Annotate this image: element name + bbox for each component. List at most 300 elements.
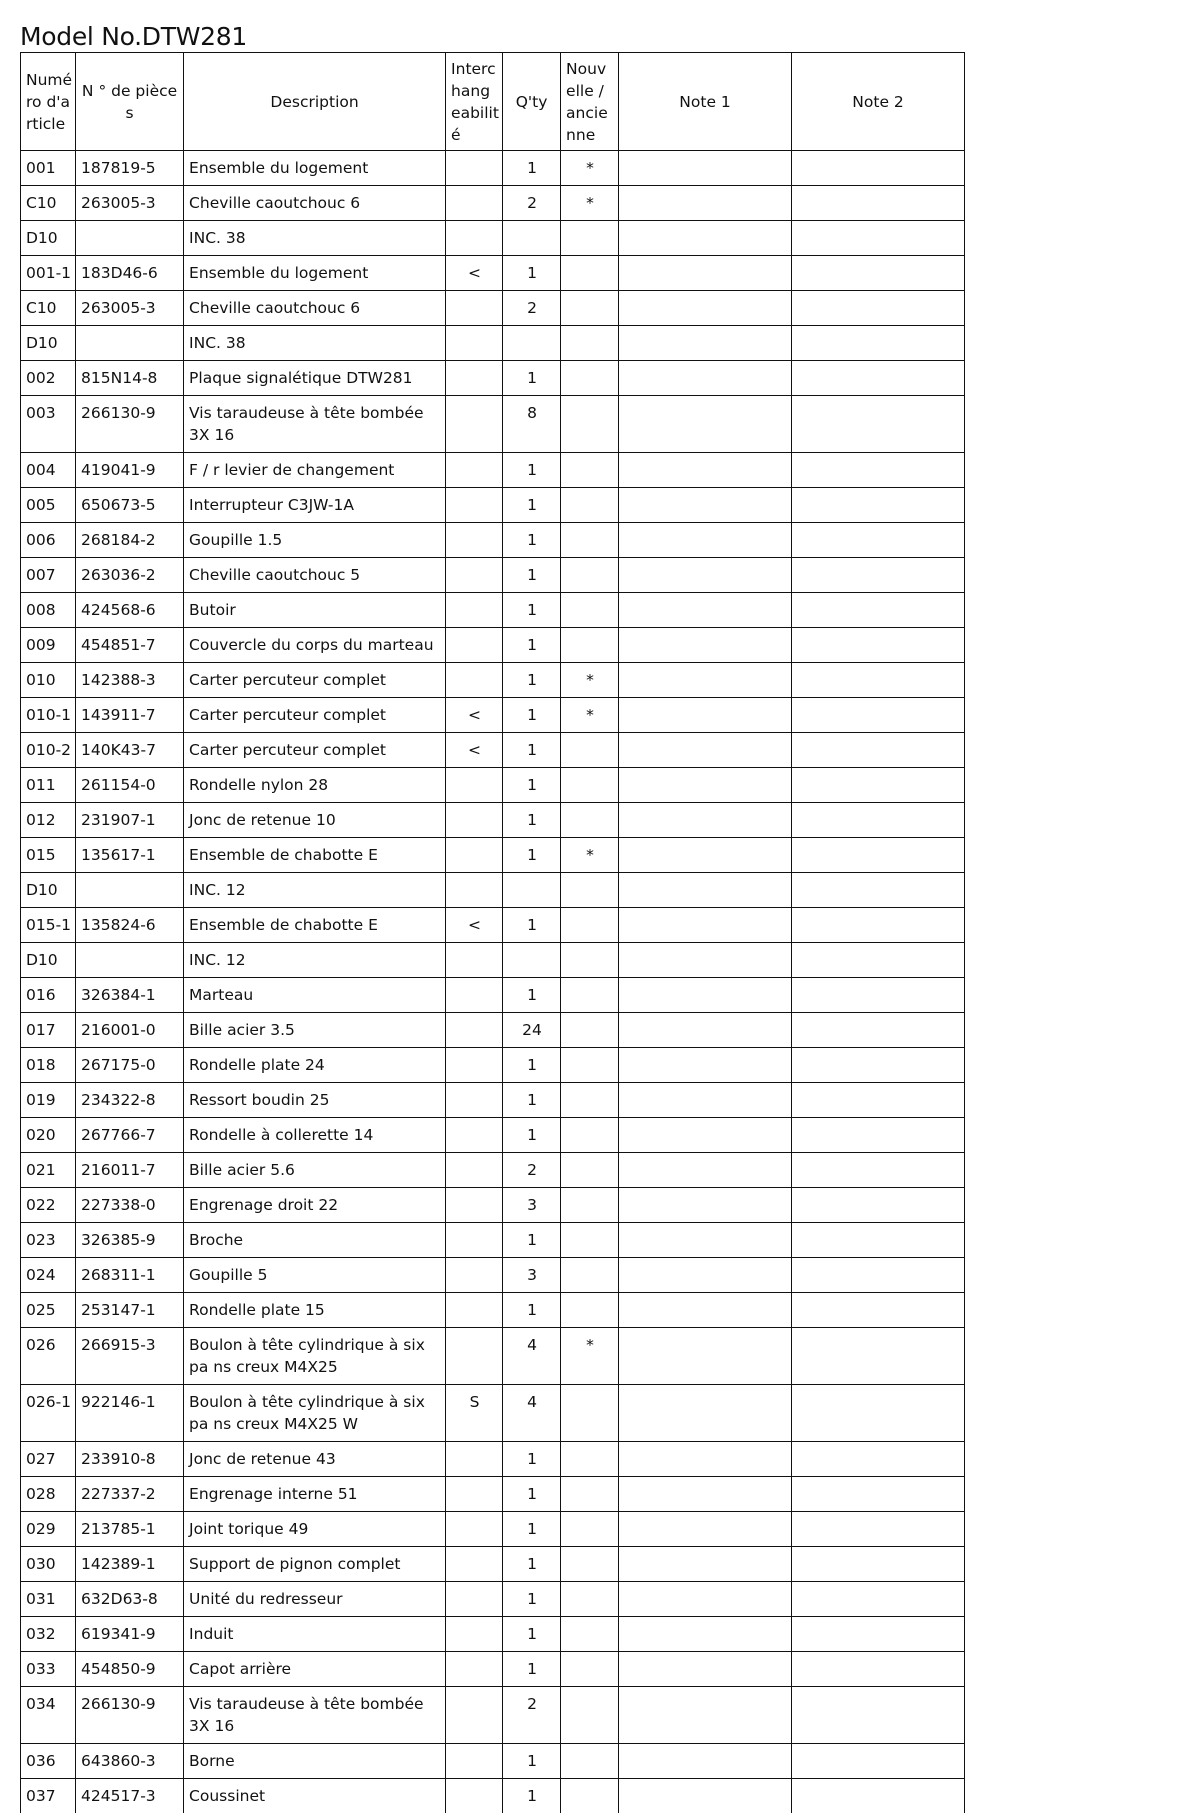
description-cell: Cheville caoutchouc 6 [184, 186, 446, 221]
interchangeability-cell [446, 1328, 503, 1385]
note-2-cell [792, 1442, 965, 1477]
qty-cell: 3 [503, 1188, 561, 1223]
table-row [21, 221, 965, 256]
part-number-cell: 268184-2 [76, 523, 184, 558]
note-2-cell [792, 396, 965, 453]
description-cell: Rondelle plate 24 [184, 1048, 446, 1083]
header-interchangeability: Interc hang eabilit é [446, 53, 503, 151]
interchangeability-cell [446, 523, 503, 558]
part-number-cell: 216001-0 [76, 1013, 184, 1048]
description-cell: INC. 12 [184, 943, 446, 978]
new-old-cell: * [561, 698, 619, 733]
description-cell: Unité du redresseur [184, 1582, 446, 1617]
table-row [21, 523, 965, 558]
header-description: Description [184, 53, 446, 151]
qty-cell: 1 [503, 1617, 561, 1652]
table-row [21, 326, 965, 361]
table-row [21, 593, 965, 628]
qty-cell: 2 [503, 1687, 561, 1744]
note-1-cell [619, 1293, 792, 1328]
new-old-cell [561, 943, 619, 978]
table-row [21, 1328, 965, 1385]
interchangeability-cell [446, 1013, 503, 1048]
new-old-cell [561, 1118, 619, 1153]
note-1-cell [619, 326, 792, 361]
description-cell: Engrenage interne 51 [184, 1477, 446, 1512]
item-number-cell: 016 [21, 978, 76, 1013]
new-old-cell [561, 978, 619, 1013]
qty-cell: 1 [503, 1512, 561, 1547]
part-number-cell: 263005-3 [76, 291, 184, 326]
part-number-cell: 135824-6 [76, 908, 184, 943]
new-old-cell [561, 1385, 619, 1442]
item-number-cell: 008 [21, 593, 76, 628]
qty-cell: 4 [503, 1385, 561, 1442]
part-number-cell: 234322-8 [76, 1083, 184, 1118]
qty-cell: 1 [503, 803, 561, 838]
table-row [21, 768, 965, 803]
note-2-cell [792, 1118, 965, 1153]
qty-cell: 1 [503, 1118, 561, 1153]
description-cell: Rondelle plate 15 [184, 1293, 446, 1328]
item-number-cell: 029 [21, 1512, 76, 1547]
note-2-cell [792, 1083, 965, 1118]
part-number-cell: 233910-8 [76, 1442, 184, 1477]
note-2-cell [792, 558, 965, 593]
description-cell: Engrenage droit 22 [184, 1188, 446, 1223]
interchangeability-cell [446, 1188, 503, 1223]
qty-cell: 1 [503, 698, 561, 733]
new-old-cell [561, 1153, 619, 1188]
description-cell: Carter percuteur complet [184, 698, 446, 733]
note-2-cell [792, 803, 965, 838]
interchangeability-cell [446, 1779, 503, 1813]
header-part-no: N ° de pièces [76, 53, 184, 151]
qty-cell: 1 [503, 628, 561, 663]
note-1-cell [619, 256, 792, 291]
note-2-cell [792, 978, 965, 1013]
qty-cell: 3 [503, 1258, 561, 1293]
new-old-cell [561, 628, 619, 663]
new-old-cell [561, 733, 619, 768]
part-number-cell: 263005-3 [76, 186, 184, 221]
interchangeability-cell [446, 803, 503, 838]
interchangeability-cell [446, 326, 503, 361]
note-2-cell [792, 453, 965, 488]
note-1-cell [619, 803, 792, 838]
part-number-cell: 143911-7 [76, 698, 184, 733]
qty-cell: 1 [503, 151, 561, 186]
table-row [21, 1617, 965, 1652]
new-old-cell: * [561, 838, 619, 873]
qty-cell: 4 [503, 1328, 561, 1385]
note-2-cell [792, 326, 965, 361]
interchangeability-cell [446, 663, 503, 698]
qty-cell: 1 [503, 838, 561, 873]
note-2-cell [792, 733, 965, 768]
interchangeability-cell [446, 1153, 503, 1188]
qty-cell: 1 [503, 1293, 561, 1328]
interchangeability-cell [446, 768, 503, 803]
item-number-cell: 033 [21, 1652, 76, 1687]
interchangeability-cell [446, 221, 503, 256]
new-old-cell [561, 908, 619, 943]
item-number-cell: 037 [21, 1779, 76, 1813]
new-old-cell [561, 593, 619, 628]
part-number-cell: 267766-7 [76, 1118, 184, 1153]
part-number-cell: 135617-1 [76, 838, 184, 873]
part-number-cell: 142388-3 [76, 663, 184, 698]
note-2-cell [792, 1293, 965, 1328]
new-old-cell: * [561, 1328, 619, 1385]
new-old-cell [561, 453, 619, 488]
new-old-cell [561, 256, 619, 291]
item-number-cell: 015-1 [21, 908, 76, 943]
table-row [21, 803, 965, 838]
table-row [21, 396, 965, 453]
qty-cell: 1 [503, 488, 561, 523]
header-note-2: Note 2 [792, 53, 965, 151]
header-item-no: Numé ro d'a rticle [21, 53, 76, 151]
note-1-cell [619, 151, 792, 186]
qty-cell: 2 [503, 1153, 561, 1188]
new-old-cell: * [561, 151, 619, 186]
interchangeability-cell [446, 593, 503, 628]
interchangeability-cell [446, 628, 503, 663]
part-number-cell: 187819-5 [76, 151, 184, 186]
table-row [21, 1547, 965, 1582]
qty-cell: 1 [503, 978, 561, 1013]
part-number-cell: 922146-1 [76, 1385, 184, 1442]
note-1-cell [619, 523, 792, 558]
item-number-cell: 003 [21, 396, 76, 453]
description-cell: Jonc de retenue 10 [184, 803, 446, 838]
note-1-cell [619, 593, 792, 628]
item-number-cell: D10 [21, 943, 76, 978]
new-old-cell [561, 1582, 619, 1617]
item-number-cell: 026-1 [21, 1385, 76, 1442]
note-1-cell [619, 1153, 792, 1188]
description-cell: Bille acier 5.6 [184, 1153, 446, 1188]
note-2-cell [792, 698, 965, 733]
qty-cell: 1 [503, 361, 561, 396]
item-number-cell: 011 [21, 768, 76, 803]
header-qty: Q'ty [503, 53, 561, 151]
qty-cell: 1 [503, 733, 561, 768]
interchangeability-cell [446, 1744, 503, 1779]
item-number-cell: 026 [21, 1328, 76, 1385]
description-cell: Interrupteur C3JW-1A [184, 488, 446, 523]
part-number-cell: 266130-9 [76, 1687, 184, 1744]
interchangeability-cell [446, 151, 503, 186]
note-1-cell [619, 663, 792, 698]
table-row [21, 1083, 965, 1118]
table-row [21, 361, 965, 396]
note-1-cell [619, 1188, 792, 1223]
note-1-cell [619, 873, 792, 908]
description-cell: Marteau [184, 978, 446, 1013]
note-2-cell [792, 1385, 965, 1442]
new-old-cell [561, 1512, 619, 1547]
table-row [21, 1048, 965, 1083]
qty-cell: 1 [503, 1744, 561, 1779]
qty-cell: 1 [503, 453, 561, 488]
new-old-cell [561, 1013, 619, 1048]
note-2-cell [792, 221, 965, 256]
note-1-cell [619, 733, 792, 768]
table-row [21, 1385, 965, 1442]
part-number-cell: 227337-2 [76, 1477, 184, 1512]
table-row [21, 1188, 965, 1223]
description-cell: Couvercle du corps du marteau [184, 628, 446, 663]
note-2-cell [792, 1048, 965, 1083]
note-1-cell [619, 1223, 792, 1258]
new-old-cell [561, 396, 619, 453]
interchangeability-cell [446, 1652, 503, 1687]
note-2-cell [792, 1153, 965, 1188]
note-2-cell [792, 1779, 965, 1813]
table-row [21, 628, 965, 663]
item-number-cell: 025 [21, 1293, 76, 1328]
table-row [21, 1118, 965, 1153]
qty-cell: 1 [503, 1547, 561, 1582]
table-row [21, 943, 965, 978]
table-row [21, 908, 965, 943]
part-number-cell: 268311-1 [76, 1258, 184, 1293]
new-old-cell [561, 1779, 619, 1813]
description-cell: Goupille 5 [184, 1258, 446, 1293]
note-2-cell [792, 768, 965, 803]
note-1-cell [619, 1547, 792, 1582]
parts-table [20, 52, 965, 1813]
note-1-cell [619, 1652, 792, 1687]
description-cell: Ensemble du logement [184, 256, 446, 291]
qty-cell: 1 [503, 523, 561, 558]
note-1-cell [619, 453, 792, 488]
part-number-cell: 424517-3 [76, 1779, 184, 1813]
item-number-cell: 021 [21, 1153, 76, 1188]
interchangeability-cell [446, 453, 503, 488]
part-number-cell: 419041-9 [76, 453, 184, 488]
note-2-cell [792, 908, 965, 943]
description-cell: INC. 12 [184, 873, 446, 908]
item-number-cell: 010 [21, 663, 76, 698]
note-2-cell [792, 838, 965, 873]
item-number-cell: D10 [21, 221, 76, 256]
description-cell: Ressort boudin 25 [184, 1083, 446, 1118]
interchangeability-cell [446, 1223, 503, 1258]
interchangeability-cell [446, 1083, 503, 1118]
note-1-cell [619, 1582, 792, 1617]
part-number-cell: 261154-0 [76, 768, 184, 803]
note-1-cell [619, 186, 792, 221]
interchangeability-cell: < [446, 256, 503, 291]
description-cell: Vis taraudeuse à tête bombée 3X 16 [184, 396, 446, 453]
part-number-cell: 326385-9 [76, 1223, 184, 1258]
note-2-cell [792, 1687, 965, 1744]
qty-cell: 2 [503, 291, 561, 326]
part-number-cell: 454851-7 [76, 628, 184, 663]
note-2-cell [792, 873, 965, 908]
item-number-cell: 019 [21, 1083, 76, 1118]
table-row [21, 1013, 965, 1048]
qty-cell: 1 [503, 1779, 561, 1813]
part-number-cell: 632D63-8 [76, 1582, 184, 1617]
part-number-cell [76, 943, 184, 978]
interchangeability-cell [446, 396, 503, 453]
part-number-cell: 213785-1 [76, 1512, 184, 1547]
note-2-cell [792, 523, 965, 558]
note-1-cell [619, 1744, 792, 1779]
table-row [21, 1223, 965, 1258]
description-cell: Rondelle à collerette 14 [184, 1118, 446, 1153]
table-row [21, 1442, 965, 1477]
new-old-cell [561, 1744, 619, 1779]
note-1-cell [619, 558, 792, 593]
qty-cell: 1 [503, 558, 561, 593]
description-cell: Boulon à tête cylindrique à six pa ns creux M4X25 [184, 1328, 446, 1385]
item-number-cell: 005 [21, 488, 76, 523]
note-1-cell [619, 1258, 792, 1293]
item-number-cell: 017 [21, 1013, 76, 1048]
item-number-cell: 024 [21, 1258, 76, 1293]
note-1-cell [619, 1617, 792, 1652]
part-number-cell: 227338-0 [76, 1188, 184, 1223]
note-2-cell [792, 1013, 965, 1048]
description-cell: Goupille 1.5 [184, 523, 446, 558]
new-old-cell [561, 1188, 619, 1223]
qty-cell: 1 [503, 663, 561, 698]
description-cell: Borne [184, 1744, 446, 1779]
part-number-cell: 454850-9 [76, 1652, 184, 1687]
qty-cell [503, 873, 561, 908]
item-number-cell: 001 [21, 151, 76, 186]
part-number-cell: 142389-1 [76, 1547, 184, 1582]
interchangeability-cell [446, 1293, 503, 1328]
new-old-cell [561, 1083, 619, 1118]
note-1-cell [619, 943, 792, 978]
qty-cell: 1 [503, 1582, 561, 1617]
note-2-cell [792, 1582, 965, 1617]
description-cell: Ensemble de chabotte E [184, 908, 446, 943]
note-1-cell [619, 361, 792, 396]
qty-cell: 1 [503, 908, 561, 943]
item-number-cell: 015 [21, 838, 76, 873]
table-row [21, 978, 965, 1013]
note-2-cell [792, 1188, 965, 1223]
interchangeability-cell [446, 1582, 503, 1617]
item-number-cell: 007 [21, 558, 76, 593]
qty-cell: 1 [503, 256, 561, 291]
new-old-cell [561, 1048, 619, 1083]
description-cell: Plaque signalétique DTW281 [184, 361, 446, 396]
part-number-cell: 619341-9 [76, 1617, 184, 1652]
note-2-cell [792, 256, 965, 291]
item-number-cell: D10 [21, 873, 76, 908]
part-number-cell: 253147-1 [76, 1293, 184, 1328]
note-2-cell [792, 361, 965, 396]
description-cell: Carter percuteur complet [184, 663, 446, 698]
table-row [21, 1258, 965, 1293]
new-old-cell [561, 1617, 619, 1652]
new-old-cell [561, 1687, 619, 1744]
part-number-cell: 267175-0 [76, 1048, 184, 1083]
qty-cell [503, 943, 561, 978]
interchangeability-cell: S [446, 1385, 503, 1442]
new-old-cell [561, 1223, 619, 1258]
interchangeability-cell [446, 361, 503, 396]
interchangeability-cell [446, 186, 503, 221]
new-old-cell [561, 523, 619, 558]
description-cell: Boulon à tête cylindrique à six pa ns creux M4X25 W [184, 1385, 446, 1442]
qty-cell: 1 [503, 1477, 561, 1512]
table-row [21, 1153, 965, 1188]
item-number-cell: 032 [21, 1617, 76, 1652]
part-number-cell: 140K43-7 [76, 733, 184, 768]
new-old-cell [561, 361, 619, 396]
description-cell: INC. 38 [184, 221, 446, 256]
table-row [21, 1779, 965, 1813]
part-number-cell: 183D46-6 [76, 256, 184, 291]
table-row [21, 291, 965, 326]
note-2-cell [792, 593, 965, 628]
description-cell: Ensemble du logement [184, 151, 446, 186]
interchangeability-cell: < [446, 908, 503, 943]
item-number-cell: C10 [21, 291, 76, 326]
interchangeability-cell [446, 291, 503, 326]
note-1-cell [619, 1328, 792, 1385]
interchangeability-cell [446, 1258, 503, 1293]
item-number-cell: 027 [21, 1442, 76, 1477]
item-number-cell: 004 [21, 453, 76, 488]
table-row [21, 1293, 965, 1328]
note-1-cell [619, 221, 792, 256]
item-number-cell: 031 [21, 1582, 76, 1617]
note-2-cell [792, 1477, 965, 1512]
item-number-cell: C10 [21, 186, 76, 221]
new-old-cell [561, 558, 619, 593]
part-number-cell [76, 873, 184, 908]
description-cell: Broche [184, 1223, 446, 1258]
table-row [21, 453, 965, 488]
part-number-cell: 326384-1 [76, 978, 184, 1013]
note-2-cell [792, 1744, 965, 1779]
note-1-cell [619, 291, 792, 326]
note-2-cell [792, 1652, 965, 1687]
qty-cell: 1 [503, 1083, 561, 1118]
note-1-cell [619, 1687, 792, 1744]
interchangeability-cell [446, 943, 503, 978]
new-old-cell [561, 488, 619, 523]
table-row [21, 1582, 965, 1617]
qty-cell: 24 [503, 1013, 561, 1048]
interchangeability-cell [446, 873, 503, 908]
description-cell: Carter percuteur complet [184, 733, 446, 768]
note-1-cell [619, 488, 792, 523]
table-row [21, 558, 965, 593]
table-header-row [21, 53, 965, 151]
table-row [21, 873, 965, 908]
note-1-cell [619, 838, 792, 873]
qty-cell [503, 221, 561, 256]
new-old-cell: * [561, 186, 619, 221]
part-number-cell: 650673-5 [76, 488, 184, 523]
new-old-cell [561, 873, 619, 908]
new-old-cell [561, 1293, 619, 1328]
new-old-cell [561, 1442, 619, 1477]
table-row [21, 663, 965, 698]
table-row [21, 1512, 965, 1547]
